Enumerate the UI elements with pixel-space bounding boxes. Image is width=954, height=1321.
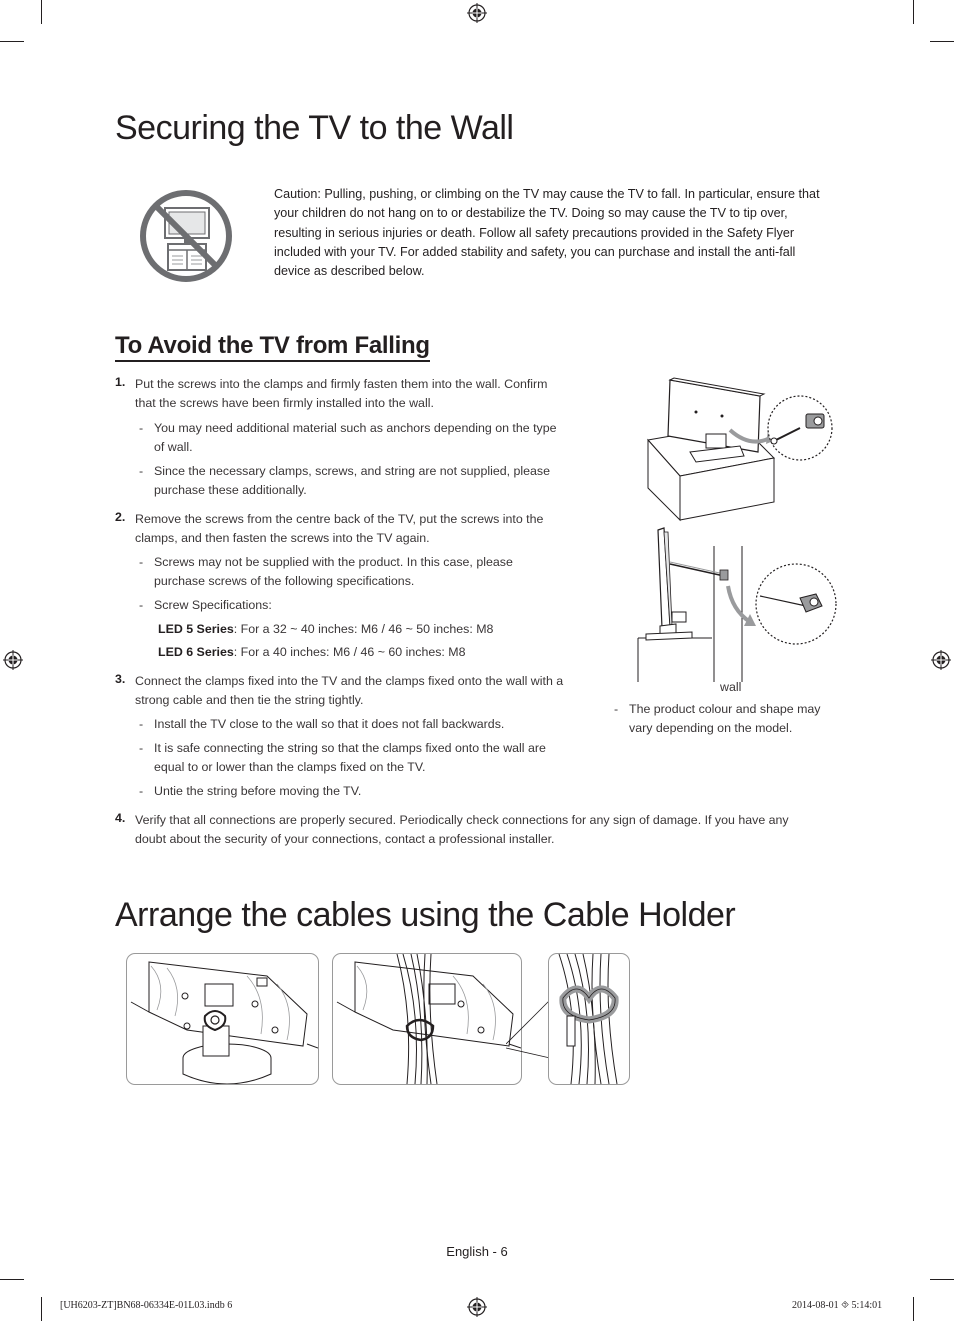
step-number: 2. [115, 510, 126, 524]
tv-stand-clamp-illustration [640, 372, 840, 524]
step-text-line: Remove the screws from the centre back of the TV, put the screws into the [135, 512, 544, 526]
screw-spec-led5: LED 5 Series: For a 32 ~ 40 inches: M6 / 46 ~ 50 inches: M8 [158, 622, 494, 636]
step-text-line: Connect the clamps fixed into the TV and the clamps fixed onto the wall with a [135, 674, 564, 688]
step-text-line: doubt about the security of your connections, contact a professional installer. [135, 832, 555, 846]
crop-mark [0, 1279, 24, 1280]
sub-item-line: Install the TV close to the wall so that it does not fall backwards. [154, 717, 505, 731]
step-number: 4. [115, 811, 126, 825]
step-text-line: Verify that all connections are properly secured. Periodically check connections for any sign of damage. If you have any [135, 813, 789, 827]
product-note-line: The product colour and shape may [629, 702, 821, 716]
bullet-dash: - [139, 598, 144, 612]
sub-item-line: purchase these additionally. [154, 483, 307, 497]
bullet-dash: - [139, 555, 144, 569]
cable-holder-step-1 [126, 953, 319, 1085]
registration-mark-icon [3, 650, 23, 670]
caution-text: Caution: Pulling, pushing, or climbing on the TV may cause the TV to fall. In particular, ensure that your children do not hang on to or destabilize the TV. Doing so may cause the TV to tip over, resulting in serious injuries or death. Follow all safety precautions provided in the Safety Flyer included with your TV. For added stability and safety, you can purchase and install the anti-fall device as described below. [274, 187, 820, 279]
wall-label: wall [720, 680, 742, 694]
crop-mark [41, 0, 42, 24]
step-text-line: strong cable and then tie the string tightly. [135, 693, 364, 707]
section-subtitle: To Avoid the TV from Falling [115, 333, 430, 362]
zoom-callout-lines [506, 1000, 552, 1060]
screw-spec-led6: LED 6 Series: For a 40 inches: M6 / 46 ~ 60 inches: M8 [158, 645, 466, 659]
step-text-line: Put the screws into the clamps and firmly fasten them into the wall. Confirm [135, 377, 548, 391]
product-note-line: vary depending on the model. [629, 721, 793, 735]
registration-mark-icon [467, 3, 487, 23]
bullet-dash: - [139, 784, 144, 798]
tv-back-stand-illustration [127, 954, 318, 1084]
sub-item-line: Untie the string before moving the TV. [154, 784, 362, 798]
sub-item-line: Screws may not be supplied with the product. In this case, please [154, 555, 513, 569]
print-slug-left: [UH6203-ZT]BN68-06334E-01L03.indb 6 [60, 1300, 233, 1311]
sub-item-line: You may need additional material such as anchors depending on the type [154, 421, 557, 435]
tv-back-cables-illustration [333, 954, 521, 1084]
step-number: 3. [115, 672, 126, 686]
crop-mark [41, 1297, 42, 1321]
bullet-dash: - [139, 717, 144, 731]
registration-mark-icon [931, 650, 951, 670]
sub-item-line: purchase screws of the following specifications. [154, 574, 415, 588]
no-climbing-icon [138, 188, 236, 284]
tv-wall-side-illustration [632, 526, 842, 682]
cables-section-title: Arrange the cables using the Cable Holder [115, 896, 736, 934]
sub-item-line: Screw Specifications: [154, 598, 272, 612]
crop-mark [0, 41, 24, 42]
bullet-dash: - [614, 702, 619, 716]
crop-mark [930, 41, 954, 42]
bullet-dash: - [139, 421, 144, 435]
print-slug-right: 2014-08-01 ⯑ 5:14:01 [792, 1300, 883, 1311]
sub-item-line: equal to or lower than the clamps fixed on the TV. [154, 760, 426, 774]
sub-item-line: of wall. [154, 440, 193, 454]
crop-mark [913, 1297, 914, 1321]
cable-holder-detail [548, 953, 630, 1085]
step-text-line: clamps, and then fasten the screws into the TV again. [135, 531, 430, 545]
cable-holder-step-2 [332, 953, 522, 1085]
registration-mark-icon [467, 1297, 487, 1317]
step-number: 1. [115, 375, 126, 389]
bullet-dash: - [139, 741, 144, 755]
bullet-dash: - [139, 464, 144, 478]
sub-item-line: Since the necessary clamps, screws, and string are not supplied, please [154, 464, 551, 478]
page-footer: English - 6 [446, 1244, 508, 1259]
crop-mark [930, 1279, 954, 1280]
page-title: Securing the TV to the Wall [115, 109, 514, 147]
cable-clip-detail-illustration [549, 954, 629, 1084]
sub-item-line: It is safe connecting the string so that the clamps fixed onto the wall are [154, 741, 546, 755]
step-text-line: that the screws have been firmly installed into the wall. [135, 396, 434, 410]
crop-mark [913, 0, 914, 24]
